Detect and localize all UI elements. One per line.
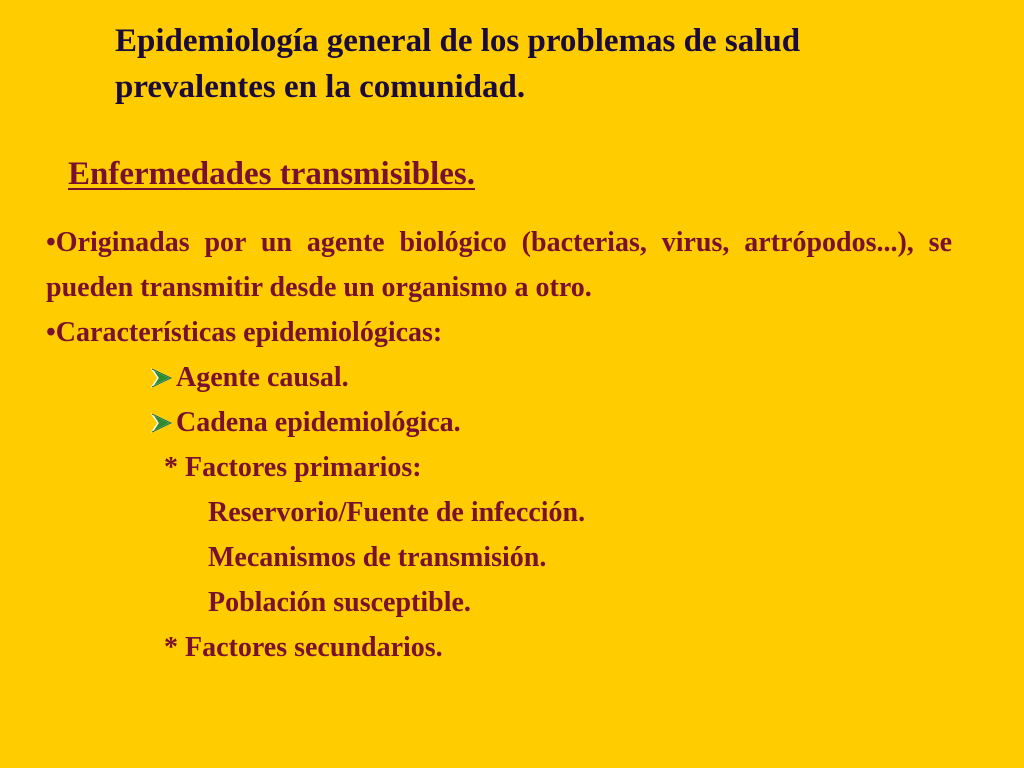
- secondary-factors-heading: * Factores secundarios.: [164, 632, 443, 663]
- slide-body: [46, 220, 952, 670]
- title-line-1: Epidemiología general de los problemas de salud: [115, 23, 801, 59]
- primary-factor-item: Mecanismos de transmisión.: [208, 542, 547, 573]
- arrow-bullet-icon: [149, 365, 175, 391]
- title-line-2: prevalentes en la comunidad.: [115, 69, 526, 105]
- bullet-caracteristicas: •Características epidemiológicas:: [46, 317, 443, 348]
- primary-factor-item: Reservorio/Fuente de infección.: [208, 497, 586, 528]
- primary-factors-heading: * Factores primarios:: [164, 452, 422, 483]
- arrow-item-label: Cadena epidemiológica.: [176, 407, 461, 438]
- arrow-item-label: Agente causal.: [176, 362, 349, 393]
- slide-title: [115, 18, 995, 110]
- arrow-item-cadena: [46, 400, 952, 445]
- arrow-item-agente: [46, 355, 952, 400]
- bullet-originadas: •Originadas por un agente biológico (bacterias, virus, artrópodos...), se pueden transmitir desde un organismo a otro.: [46, 227, 952, 303]
- section-heading: Enfermedades transmisibles.: [68, 156, 475, 192]
- primary-factor-item: Población susceptible.: [208, 587, 471, 618]
- arrow-bullet-icon: [149, 410, 175, 436]
